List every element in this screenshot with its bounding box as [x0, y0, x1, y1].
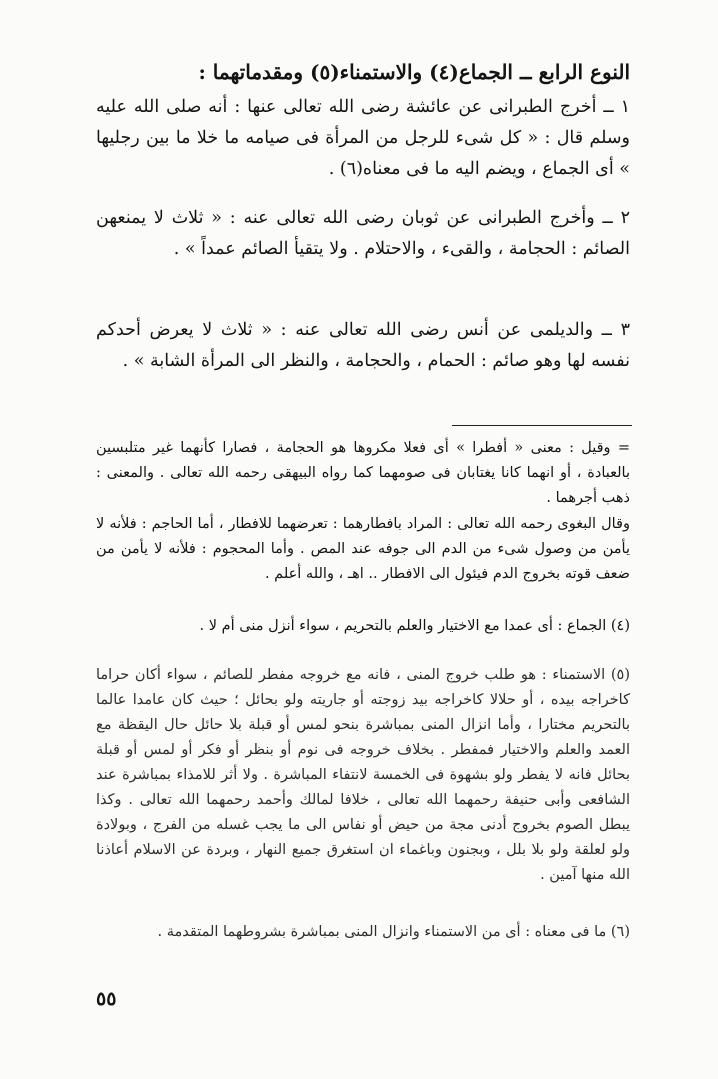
hadith-paragraph-3: ٣ ــ والديلمى عن أنس رضى الله تعالى عنه : « ثلاث لا يعرض أحدكم نفسه لها وهو صائم : الحمام ، والحجامة ، والنظر الى المرأة الشابة » . [96, 320, 630, 371]
footnote-continued-2: وقال البغوى رحمه الله تعالى : المراد بافطارهما : تعرضهما للافطار ، أما الحاجم : فلأنه لا يأمن من وصول شىء من الدم الى جوفه عند المص . وأما المحجوم : فلأنه لا يأمن من ضعف قوته بخروج الدم فيئول الى الافطار .. اهـ ، والله أعلم . [96, 516, 630, 582]
hadith-paragraph-2: ٢ ــ وأخرج الطبرانى عن ثوبان رضى الله تعالى عنه : « ثلاث لا يمنعهن الصائم : الحجامة ، والقىء ، والاحتلام . ولا يتقيأ الصائم عمداً » . [96, 208, 630, 259]
footnote-6: (٦) ما فى معناه : أى من الاستمناء وانزال المنى بمباشرة بشروطهما المتقدمة . [157, 924, 630, 940]
hadith-paragraph-1: ١ ــ أخرج الطبرانى عن عائشة رضى الله تعالى عنها : أنه صلى الله عليه وسلم قال : « كل شىء للرجل من المرأة فى صيامه ما خلا ما بين رجليها » أى الجماع ، ويضم اليه ما فى معناه(٦) . [96, 97, 630, 179]
page-number: ٥٥ [96, 988, 117, 1010]
footnote-separator [452, 425, 632, 426]
section-heading: النوع الرابع ــ الجماع(٤) والاستمناء(٥) ومقدماتهما : [198, 60, 630, 84]
footnote-5: (٥) الاستمناء : هو طلب خروج المنى ، فانه مع خروجه مفطر للصائم ، سواء أكان حراما كاخراجه بيده ، أو حلالا كاخراجه بيد زوجته أو جاريته ولو بحائل ؛ حيث كان عامدا عالما بالتحريم مختارا ، وأما انزال المنى بمباشرة بنحو لمس أو قبلة بلا حائل حال اليقظة مع العمد والعلم والاختيار فمفطر . بخلاف خروجه فى نوم أو بنظر أو فكر أو لمس أو قبلة بحائل فانه لا يفطر ولو بشهوة فى الخمسة لانتفاء المباشرة . ولا أثر للامذاء بمباشرة عند الشافعى وأبى حنيفة رحمهما الله تعالى ، خلافا لمالك وأحمد رحمهما الله تعالى . وكذا يبطل الصوم بخروج أدنى مجة من حيض أو نفاس الى ما يجب غسله من الفرج ، وبولادة ولو لعلقة ولو بلا بلل ، وبجنون وباغماء ان استغرق جميع النهار ، وبردة عن الاسلام أعاذنا الله منها آمين . [96, 667, 630, 883]
footnote-continued: = وقيل : معنى « أفطرا » أى فعلا مكروها هو الحجامة ، فصارا كأنهما غير متلبسين بالعبادة ، أو انهما كانا يغتابان فى صومهما كما رواه البيهقى رحمه الله تعالى . والمعنى : ذهب أجرهما . [96, 440, 630, 506]
footnote-4: (٤) الجماع : أى عمدا مع الاختيار والعلم بالتحريم ، سواء أنزل منى أم لا . [199, 618, 630, 634]
